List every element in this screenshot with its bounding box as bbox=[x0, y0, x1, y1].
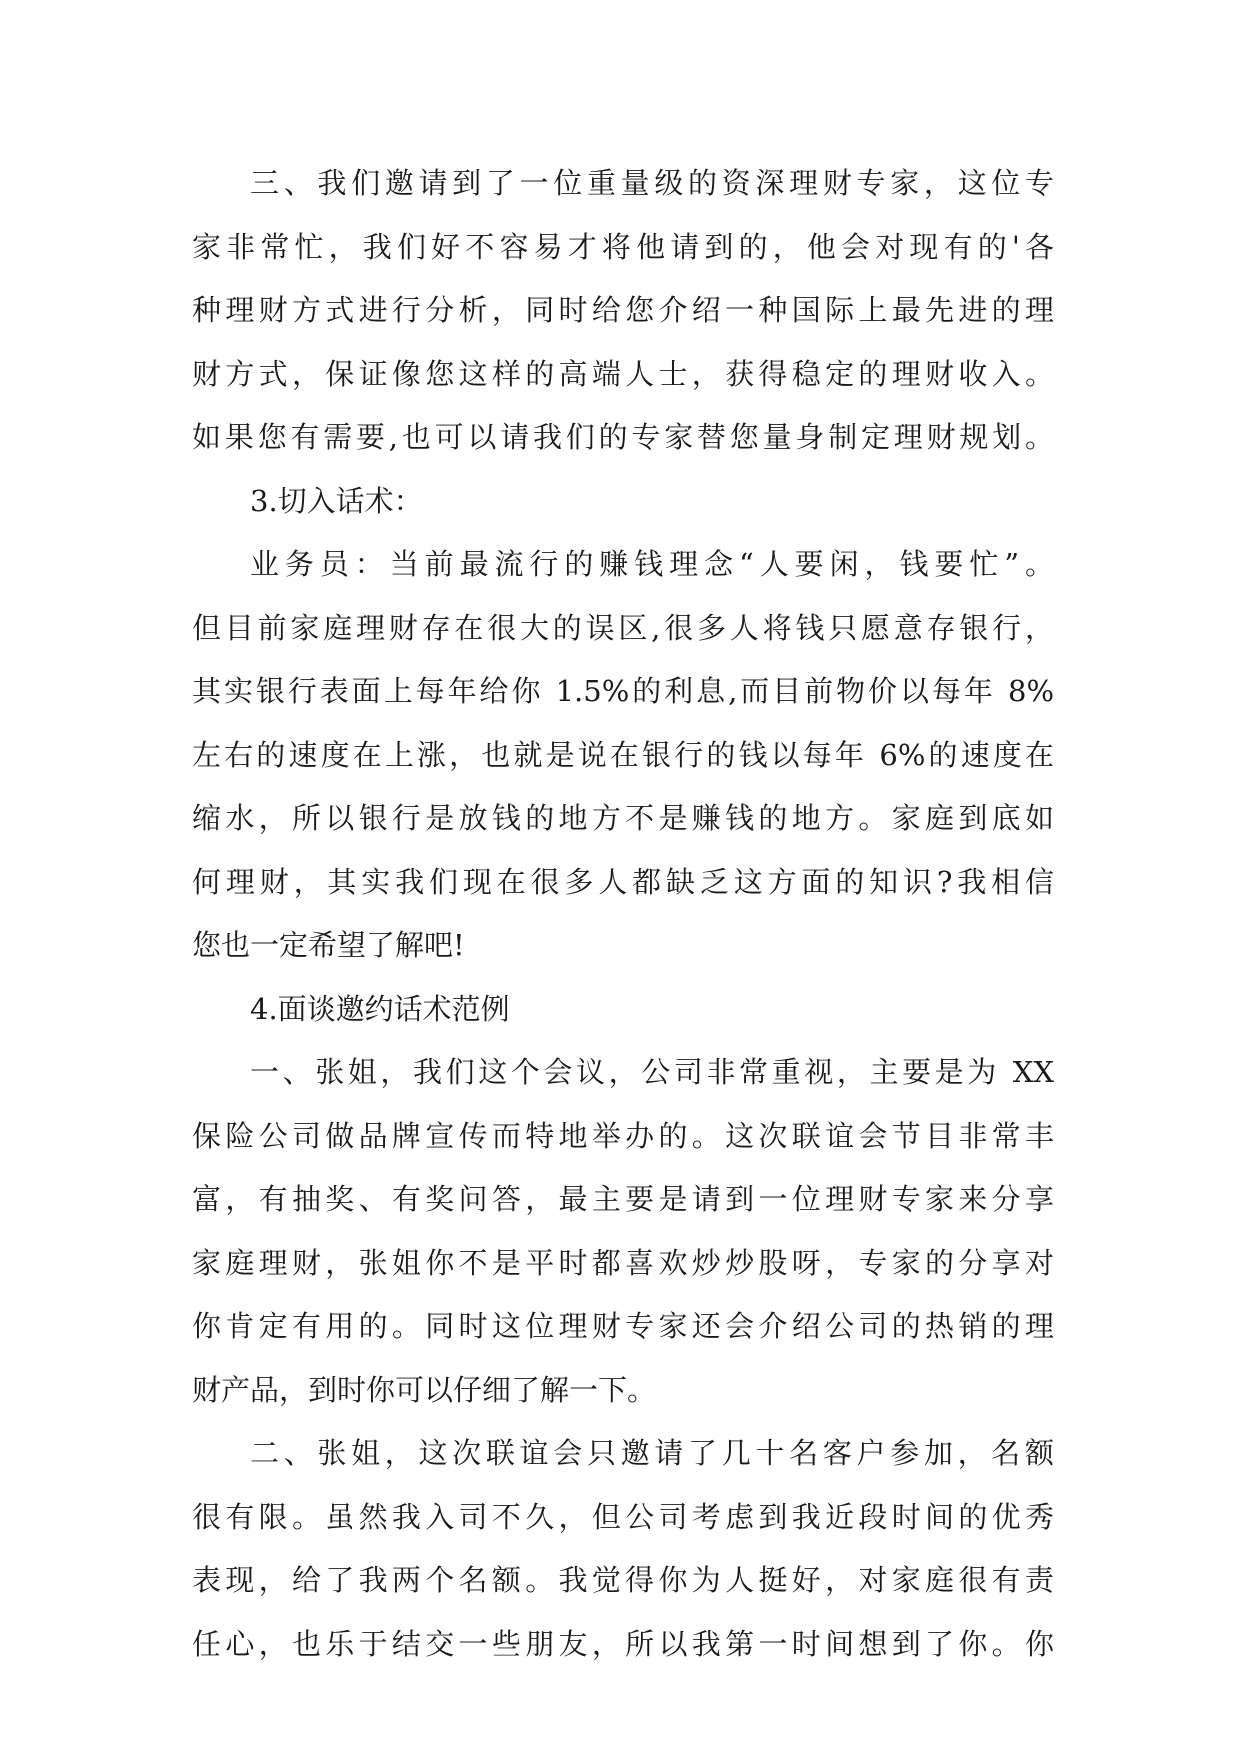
text-line: 4.面谈邀约话术范例 bbox=[250, 991, 510, 1026]
text-line: 富，有抽奖、有奖问答，最主要是请到一位理财专家来分享 bbox=[192, 1182, 1054, 1216]
text-line: 家庭理财，张姐你不是平时都喜欢炒炒股呀，专家的分享对 bbox=[192, 1245, 1054, 1280]
text-line: 很有限。虽然我入司不久，但公司考虑到我近段时间的优秀 bbox=[192, 1499, 1054, 1534]
text-line: 任心，也乐于结交一些朋友，所以我第一时间想到了你。你 bbox=[192, 1626, 1054, 1661]
text-line: 种理财方式进行分析，同时给您介绍一种国际上最先进的理 bbox=[192, 293, 1054, 327]
text-line: 但目前家庭理财存在很大的误区,很多人将钱只愿意存银行， bbox=[192, 610, 1054, 645]
text-line: 您也一定希望了解吧! bbox=[192, 928, 465, 962]
text-line: 其实银行表面上每年给你 1.5%的利息,而目前物价以每年 8% bbox=[192, 674, 1054, 708]
text-line: 财方式，保证像您这样的高端人士，获得稳定的理财收入。 bbox=[192, 356, 1054, 391]
text-line: 何理财，其实我们现在很多人都缺乏这方面的知识?我相信 bbox=[192, 864, 1054, 899]
text-line: 左右的速度在上涨，也就是说在银行的钱以每年 6%的速度在 bbox=[192, 737, 1054, 772]
text-line: 缩水，所以银行是放钱的地方不是赚钱的地方。家庭到底如 bbox=[192, 801, 1054, 835]
text-line: 二、张姐，这次联谊会只邀请了几十名客户参加，名额 bbox=[250, 1436, 1054, 1470]
text-line: 业务员：当前最流行的赚钱理念“人要闲，钱要忙”。 bbox=[250, 547, 1054, 581]
document-body bbox=[192, 152, 1054, 1676]
text-line: 一、张姐，我们这个会议，公司非常重视，主要是为 XX bbox=[250, 1055, 1054, 1089]
text-line: 家非常忙，我们好不容易才将他请到的，他会对现有的'各 bbox=[192, 229, 1054, 264]
text-line: 你肯定有用的。同时这位理财专家还会介绍公司的热销的理 bbox=[192, 1309, 1054, 1343]
text-line: 如果您有需要,也可以请我们的专家替您量身制定理财规划。 bbox=[192, 420, 1054, 454]
text-line: 保险公司做品牌宣传而特地举办的。这次联谊会节目非常丰 bbox=[192, 1118, 1054, 1153]
text-line: 3.切入话术： bbox=[250, 483, 423, 518]
text-line: 表现，给了我两个名额。我觉得你为人挺好，对家庭很有责 bbox=[192, 1563, 1054, 1597]
text-line: 三、我们邀请到了一位重量级的资深理财专家，这位专 bbox=[250, 166, 1054, 200]
text-line: 财产品，到时你可以仔细了解一下。 bbox=[192, 1372, 657, 1407]
